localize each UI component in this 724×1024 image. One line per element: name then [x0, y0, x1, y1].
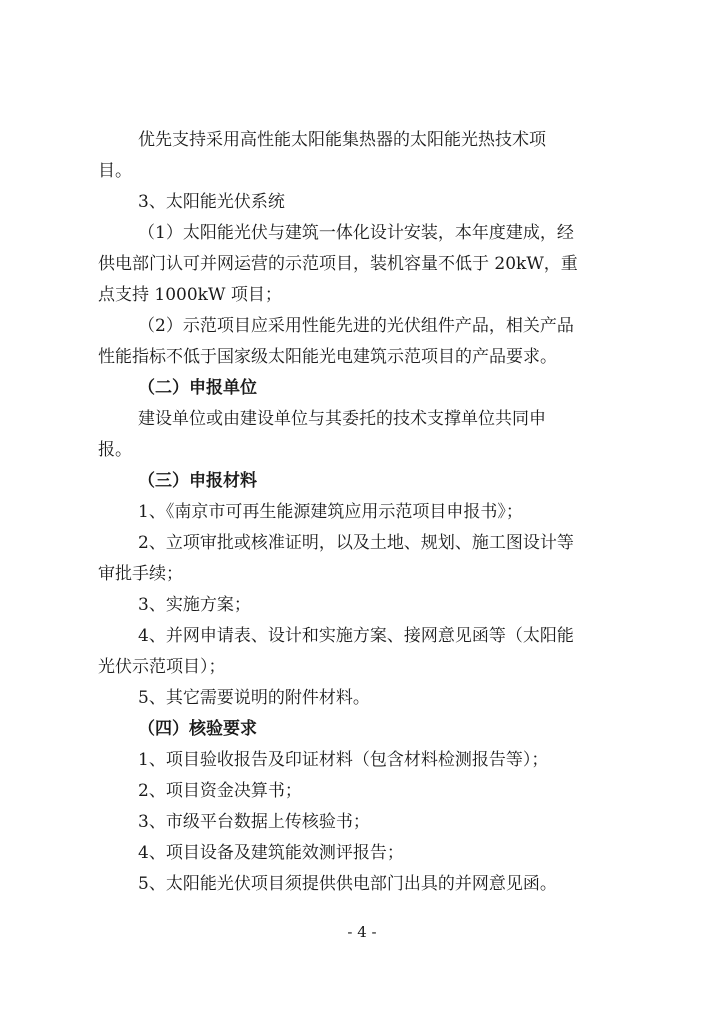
text-line: 2、立项审批或核准证明，以及土地、规划、施工图设计等	[138, 533, 574, 553]
section-heading: （二）申报单位	[138, 378, 257, 398]
text-line: 2、项目资金决算书；	[138, 781, 302, 801]
text-line: （2）示范项目应采用性能先进的光伏组件产品，相关产品	[138, 316, 574, 336]
text-line: 5、太阳能光伏项目须提供供电部门出具的并网意见函。	[138, 874, 557, 894]
text-line: 建设单位或由建设单位与其委托的技术支撑单位共同申	[138, 409, 546, 429]
text-line: 1、项目验收报告及印证材料（包含材料检测报告等）；	[138, 750, 549, 770]
page-number: - 4 -	[347, 923, 377, 941]
text-line: 报。	[98, 440, 132, 460]
text-line: 3、太阳能光伏系统	[138, 192, 285, 212]
text-line: 1、《南京市可再生能源建筑应用示范项目申报书》；	[138, 502, 523, 522]
text-line: 目。	[98, 161, 132, 181]
section-heading: （三）申报材料	[138, 471, 257, 491]
text-line: 性能指标不低于国家级太阳能光电建筑示范项目的产品要求。	[98, 347, 557, 367]
text-line: 点支持 1000kW 项目；	[98, 285, 282, 305]
text-line: 供电部门认可并网运营的示范项目，装机容量不低于 20kW，重	[98, 254, 578, 274]
text-line: 3、实施方案；	[138, 595, 251, 615]
text-line: 5、其它需要说明的附件材料。	[138, 688, 370, 708]
text-line: 3、市级平台数据上传核验书；	[138, 812, 370, 832]
section-heading: （四）核验要求	[138, 719, 257, 739]
text-line: 4、项目设备及建筑能效测评报告；	[138, 843, 404, 863]
text-line: 4、并网申请表、设计和实施方案、接网意见函等（太阳能	[138, 626, 574, 646]
document-body	[98, 125, 628, 900]
text-line: 审批手续；	[98, 564, 183, 584]
text-line: 优先支持采用高性能太阳能集热器的太阳能光热技术项	[138, 130, 546, 150]
text-line: （1）太阳能光伏与建筑一体化设计安装，本年度建成，经	[138, 223, 574, 243]
text-line: 光伏示范项目）；	[98, 657, 226, 677]
